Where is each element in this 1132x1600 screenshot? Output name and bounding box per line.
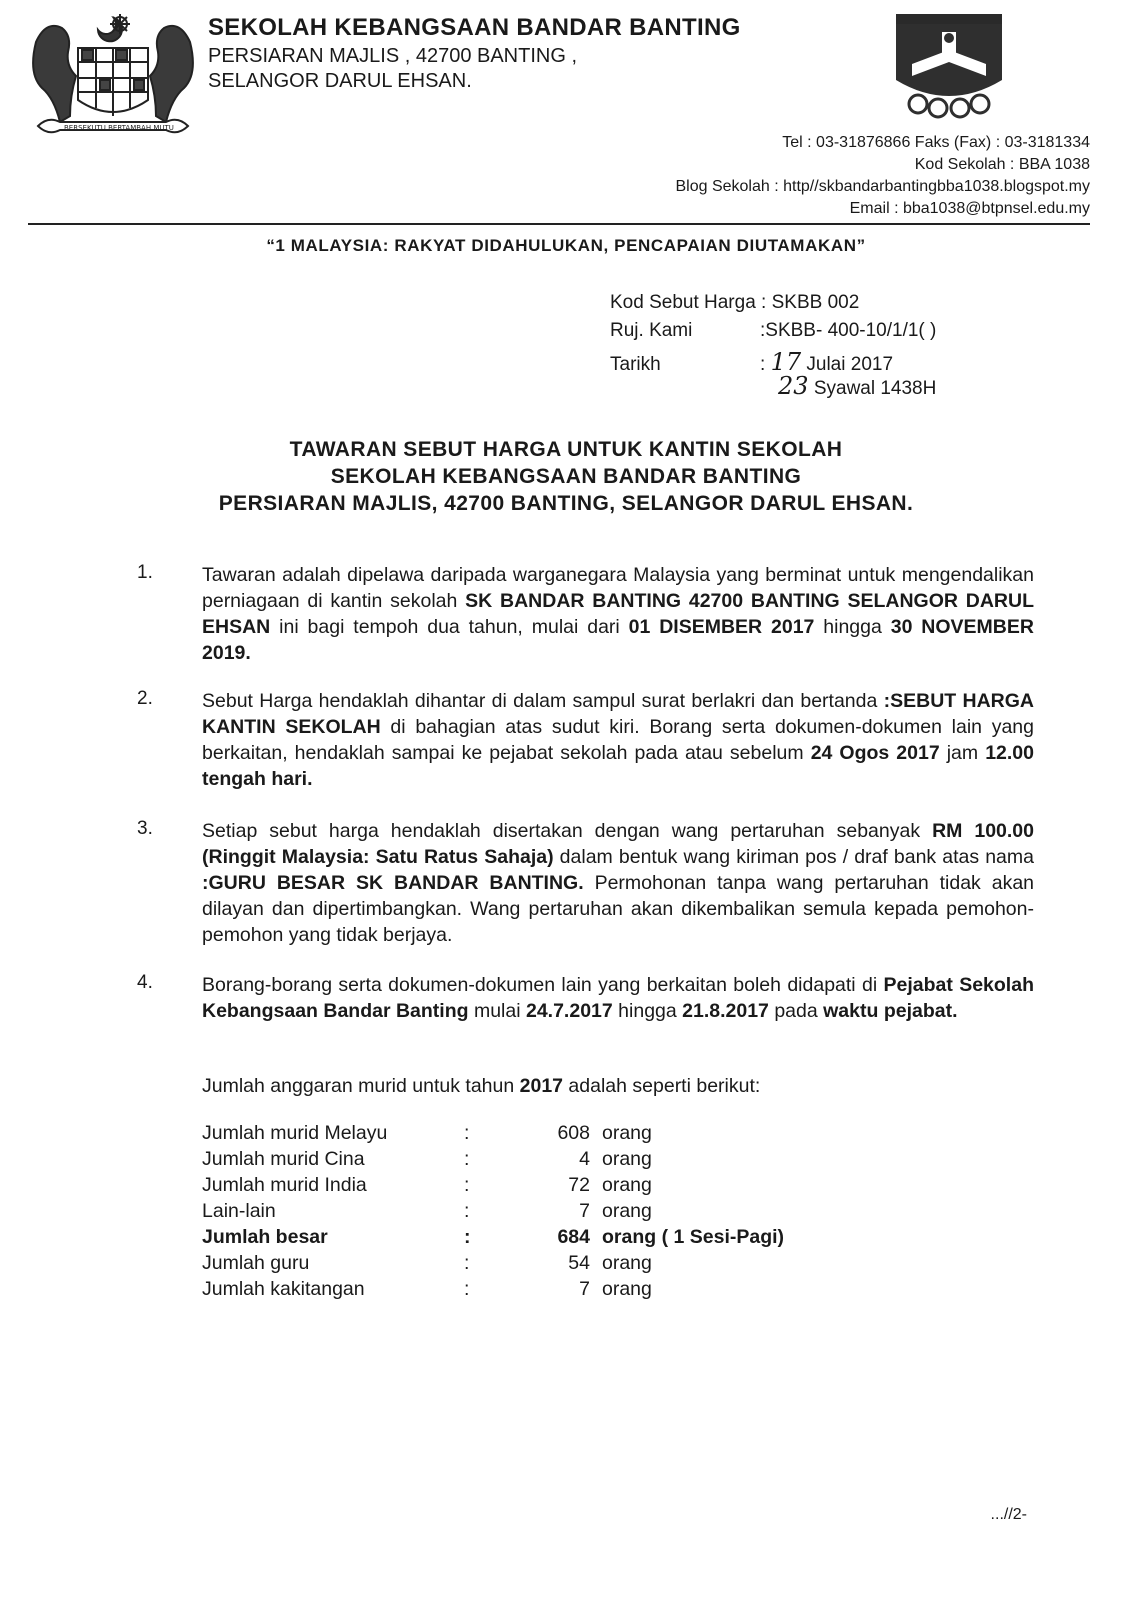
page-continuation-marker: ...//2- <box>990 1506 1027 1523</box>
hijri-day-handwritten: 23 <box>778 372 809 400</box>
school-address-line2: SELANGOR DARUL EHSAN. <box>208 70 472 92</box>
document-title-line2: SEKOLAH KEBANGSAAN BANDAR BANTING <box>330 465 802 488</box>
item-number: 1. <box>137 562 153 583</box>
hijri-month-year: Syawal 1438H <box>813 378 937 399</box>
header-divider <box>28 223 1090 225</box>
contact-tel-fax: Tel : 03-31876866 Faks (Fax) : 03-3181334 <box>782 134 1090 151</box>
date-colon: : <box>760 354 766 375</box>
coat-of-arms-crest-icon <box>28 8 198 144</box>
item-paragraph: Borang-borang serta dokumen-dokumen lain yang berkaitan boleh didapati di Pejabat Sekolah Kebangsaan Bandar Banting mulai 24.7.2017 hingga 21.8.2017 pada waktu pejabat. <box>202 974 1034 1022</box>
school-address-line1: PERSIARAN MAJLIS , 42700 BANTING , <box>208 45 578 67</box>
contact-blog: Blog Sekolah : http//skbandarbantingbba1038.blogspot.my <box>675 178 1090 195</box>
school-name: SEKOLAH KEBANGSAAN BANDAR BANTING <box>208 14 741 41</box>
date-day-handwritten: 17 <box>770 348 802 376</box>
quote-code: Kod Sebut Harga : SKBB 002 <box>610 292 860 313</box>
stats-intro: Jumlah anggaran murid untuk tahun 2017 adalah seperti berikut: <box>202 1075 761 1097</box>
contact-email: Email : bba1038@btpnsel.edu.my <box>849 200 1090 217</box>
item-paragraph: Sebut Harga hendaklah dihantar di dalam sampul surat berlakri dan bertanda :SEBUT HARGA KANTIN SEKOLAH di bahagian atas sudut kiri. Borang serta dokumen-dokumen lain yang berkaitan, hendaklah sampai ke pejabat sekolah pada atau sebelum 24 Ogos 2017 jam 12.00 tengah hari. <box>202 690 1035 790</box>
motto: “1 MALAYSIA: RAKYAT DIDAHULUKAN, PENCAPAIAN DIUTAMAKAN” <box>266 236 866 255</box>
item-paragraph: Tawaran adalah dipelawa daripada warganegara Malaysia yang berminat untuk mengendalikan perniagaan di kantin sekolah SK BANDAR BANTING 42700 BANTING SELANGOR DARUL EHSAN ini bagi tempoh dua tahun, mulai dari 01 DISEMBER 2017 hingga 30 NOVEMBER 2019. <box>202 564 1034 664</box>
hijri-date-line <box>778 372 936 400</box>
school-logo-icon <box>890 12 1008 122</box>
reference-number <box>610 320 936 342</box>
item-number: 2. <box>137 688 153 709</box>
document-title-line1: TAWARAN SEBUT HARGA UNTUK KANTIN SEKOLAH <box>289 438 843 461</box>
contact-school-code: Kod Sekolah : BBA 1038 <box>914 156 1090 173</box>
item-number: 3. <box>137 818 153 839</box>
reference-label: Ruj. Kami <box>610 320 693 341</box>
reference-value: :SKBB- 400-10/1/1( ) <box>760 320 937 341</box>
item-number: 4. <box>137 972 153 993</box>
item-paragraph: Setiap sebut harga hendaklah disertakan dengan wang pertaruhan sebanyak RM 100.00 (Ringgit Malaysia: Satu Ratus Sahaja) dalam bentuk wang kiriman pos / draf bank atas nama :GURU BESAR SK BANDAR BANTING. Permohonan tanpa wang pertaruhan tidak akan dilayan dan dipertimbangkan. Wang pertaruhan akan dikembalikan semula kepada pemohon-pemohon yang tidak berjaya. <box>202 820 1035 946</box>
svg-text:BERSEKUTU BERTAMBAH MUTU: BERSEKUTU BERTAMBAH MUTU <box>64 124 174 132</box>
date-month-year: Julai 2017 <box>806 354 894 375</box>
date-label: Tarikh <box>610 354 661 375</box>
document-title-line3: PERSIARAN MAJLIS, 42700 BANTING, SELANGOR DARUL EHSAN. <box>218 492 914 515</box>
